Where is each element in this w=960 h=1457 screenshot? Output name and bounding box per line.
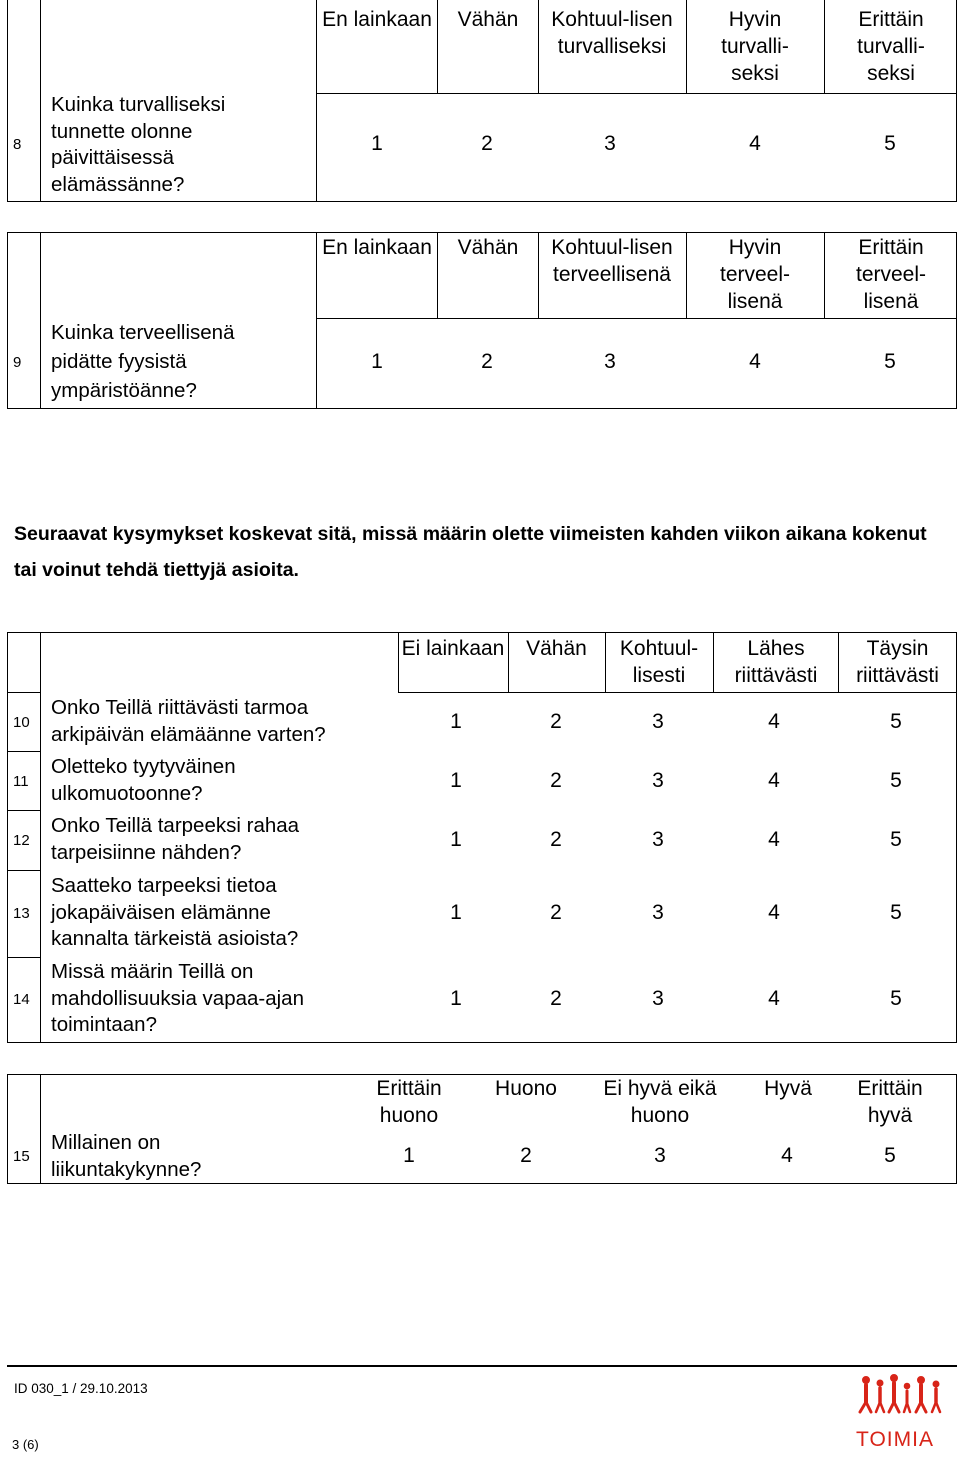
scale-option-4[interactable]: 4 bbox=[781, 1144, 793, 1167]
scale-option-5[interactable]: 5 bbox=[890, 769, 902, 792]
divider bbox=[316, 93, 957, 94]
question-number: 10 bbox=[13, 714, 30, 731]
divider bbox=[605, 632, 606, 692]
scale-option-1[interactable]: 1 bbox=[403, 1144, 415, 1167]
scale-option-3[interactable]: 3 bbox=[604, 350, 616, 373]
option-label: Erittäin hyvä bbox=[857, 1077, 923, 1127]
divider bbox=[7, 957, 40, 958]
scale-option-2[interactable]: 2 bbox=[481, 350, 493, 373]
scale-option-2[interactable]: 2 bbox=[550, 710, 562, 733]
option-label: Kohtuul-lisesti bbox=[619, 637, 699, 687]
option-label: Huono bbox=[495, 1077, 557, 1100]
divider bbox=[7, 692, 40, 693]
divider bbox=[316, 0, 317, 202]
scale-option-4[interactable]: 4 bbox=[768, 987, 780, 1010]
question-text: Kuinka turvalliseksi tunnette olonne päivittäisessä elämässänne? bbox=[51, 93, 226, 196]
question-number: 11 bbox=[13, 773, 29, 790]
question-number: 15 bbox=[13, 1148, 30, 1165]
scale-option-5[interactable]: 5 bbox=[890, 987, 902, 1010]
scale-option-3[interactable]: 3 bbox=[652, 828, 664, 851]
scale-option-1[interactable]: 1 bbox=[450, 987, 462, 1010]
divider bbox=[686, 0, 687, 93]
question-number: 12 bbox=[13, 832, 30, 849]
question-text: Millainen on liikuntakykynne? bbox=[51, 1131, 202, 1181]
divider bbox=[40, 232, 41, 409]
question-number: 8 bbox=[13, 136, 22, 153]
scale-option-2[interactable]: 2 bbox=[520, 1144, 532, 1167]
scale-option-4[interactable]: 4 bbox=[749, 350, 761, 373]
scale-option-1[interactable]: 1 bbox=[371, 132, 383, 155]
option-label: Hyvä bbox=[764, 1077, 812, 1100]
divider bbox=[437, 0, 438, 93]
divider bbox=[838, 632, 839, 692]
question-text: Onko Teillä tarpeeksi rahaa tarpeisiinne nähden? bbox=[51, 814, 300, 864]
divider bbox=[316, 318, 957, 319]
document-id: ID 030_1 / 29.10.2013 bbox=[14, 1381, 148, 1396]
scale-option-1[interactable]: 1 bbox=[450, 769, 462, 792]
logo-wordmark: TOIMIA bbox=[856, 1428, 934, 1451]
toimia-logo bbox=[850, 1372, 950, 1452]
scale-option-5[interactable]: 5 bbox=[884, 132, 896, 155]
scale-option-3[interactable]: 3 bbox=[652, 769, 664, 792]
option-label: Kohtuul-lisen turvalliseksi bbox=[551, 8, 673, 58]
option-label: Täysin riittävästi bbox=[856, 637, 939, 687]
divider bbox=[824, 0, 825, 93]
footer-rule bbox=[7, 1365, 957, 1367]
question-number: 9 bbox=[13, 354, 22, 371]
option-label: Erittäin terveel-lisenä bbox=[855, 236, 927, 313]
option-label: Vähän bbox=[526, 637, 587, 660]
scale-option-2[interactable]: 2 bbox=[550, 987, 562, 1010]
divider bbox=[538, 0, 539, 93]
option-label: En lainkaan bbox=[322, 236, 432, 259]
option-label: Vähän bbox=[457, 236, 519, 259]
toimia-logo-icon bbox=[850, 1372, 950, 1452]
divider bbox=[713, 632, 714, 692]
scale-option-3[interactable]: 3 bbox=[652, 987, 664, 1010]
divider bbox=[40, 1074, 41, 1184]
divider bbox=[538, 232, 539, 318]
scale-option-5[interactable]: 5 bbox=[884, 350, 896, 373]
question-number: 14 bbox=[13, 991, 30, 1008]
divider bbox=[7, 810, 40, 811]
option-label: Lähes riittävästi bbox=[734, 637, 818, 687]
scale-option-5[interactable]: 5 bbox=[890, 710, 902, 733]
divider bbox=[398, 632, 399, 692]
scale-option-5[interactable]: 5 bbox=[890, 828, 902, 851]
scale-option-5[interactable]: 5 bbox=[884, 1144, 896, 1167]
option-label: Vähän bbox=[457, 8, 519, 31]
scale-option-1[interactable]: 1 bbox=[450, 710, 462, 733]
question-text: Saatteko tarpeeksi tietoa jokapäiväisen elämänne kannalta tärkeistä asioista? bbox=[51, 874, 299, 950]
scale-option-3[interactable]: 3 bbox=[652, 710, 664, 733]
question-text: Onko Teillä riittävästi tarmoa arkipäivän elämäänne varten? bbox=[51, 696, 326, 746]
option-label: Hyvin terveel-lisenä bbox=[719, 236, 791, 313]
option-label: Hyvin turvalli-seksi bbox=[721, 8, 789, 85]
scale-option-4[interactable]: 4 bbox=[749, 132, 761, 155]
scale-option-2[interactable]: 2 bbox=[550, 901, 562, 924]
divider bbox=[7, 870, 40, 871]
option-label: Ei lainkaan bbox=[401, 637, 505, 660]
question-text: Kuinka terveellisenä pidätte fyysistä ympäristöänne? bbox=[51, 321, 235, 402]
divider bbox=[437, 232, 438, 318]
scale-option-4[interactable]: 4 bbox=[768, 769, 780, 792]
scale-option-4[interactable]: 4 bbox=[768, 828, 780, 851]
divider bbox=[686, 232, 687, 318]
scale-option-1[interactable]: 1 bbox=[450, 828, 462, 851]
section-instruction: Seuraavat kysymykset koskevat sitä, missä määrin olette viimeisten kahden viikon aikana kokenut tai voinut tehdä tiettyjä asioita. bbox=[14, 523, 927, 581]
option-label: Erittäin huono bbox=[376, 1077, 442, 1127]
divider bbox=[7, 751, 40, 752]
option-label: Erittäin turvalli-seksi bbox=[857, 8, 925, 85]
scale-option-1[interactable]: 1 bbox=[450, 901, 462, 924]
divider bbox=[40, 632, 41, 1043]
question-number: 13 bbox=[13, 905, 30, 922]
scale-option-4[interactable]: 4 bbox=[768, 901, 780, 924]
divider bbox=[824, 232, 825, 318]
scale-option-3[interactable]: 3 bbox=[604, 132, 616, 155]
option-label: Ei hyvä eikä huono bbox=[603, 1077, 717, 1127]
divider bbox=[40, 0, 41, 202]
scale-option-3[interactable]: 3 bbox=[652, 901, 664, 924]
divider bbox=[398, 692, 957, 693]
scale-option-4[interactable]: 4 bbox=[768, 710, 780, 733]
scale-option-2[interactable]: 2 bbox=[550, 828, 562, 851]
divider bbox=[316, 232, 317, 409]
scale-option-2[interactable]: 2 bbox=[550, 769, 562, 792]
option-label: Kohtuul-lisen terveellisenä bbox=[551, 236, 673, 286]
question-text: Oletteko tyytyväinen ulkomuotoonne? bbox=[51, 755, 236, 805]
scale-option-5[interactable]: 5 bbox=[890, 901, 902, 924]
divider bbox=[508, 632, 509, 692]
question-text: Missä määrin Teillä on mahdollisuuksia vapaa-ajan toimintaan? bbox=[51, 960, 304, 1036]
page-number: 3 (6) bbox=[12, 1437, 39, 1452]
scale-option-3[interactable]: 3 bbox=[654, 1144, 666, 1167]
scale-option-1[interactable]: 1 bbox=[371, 350, 383, 373]
scale-option-2[interactable]: 2 bbox=[481, 132, 493, 155]
option-label: En lainkaan bbox=[322, 8, 432, 31]
